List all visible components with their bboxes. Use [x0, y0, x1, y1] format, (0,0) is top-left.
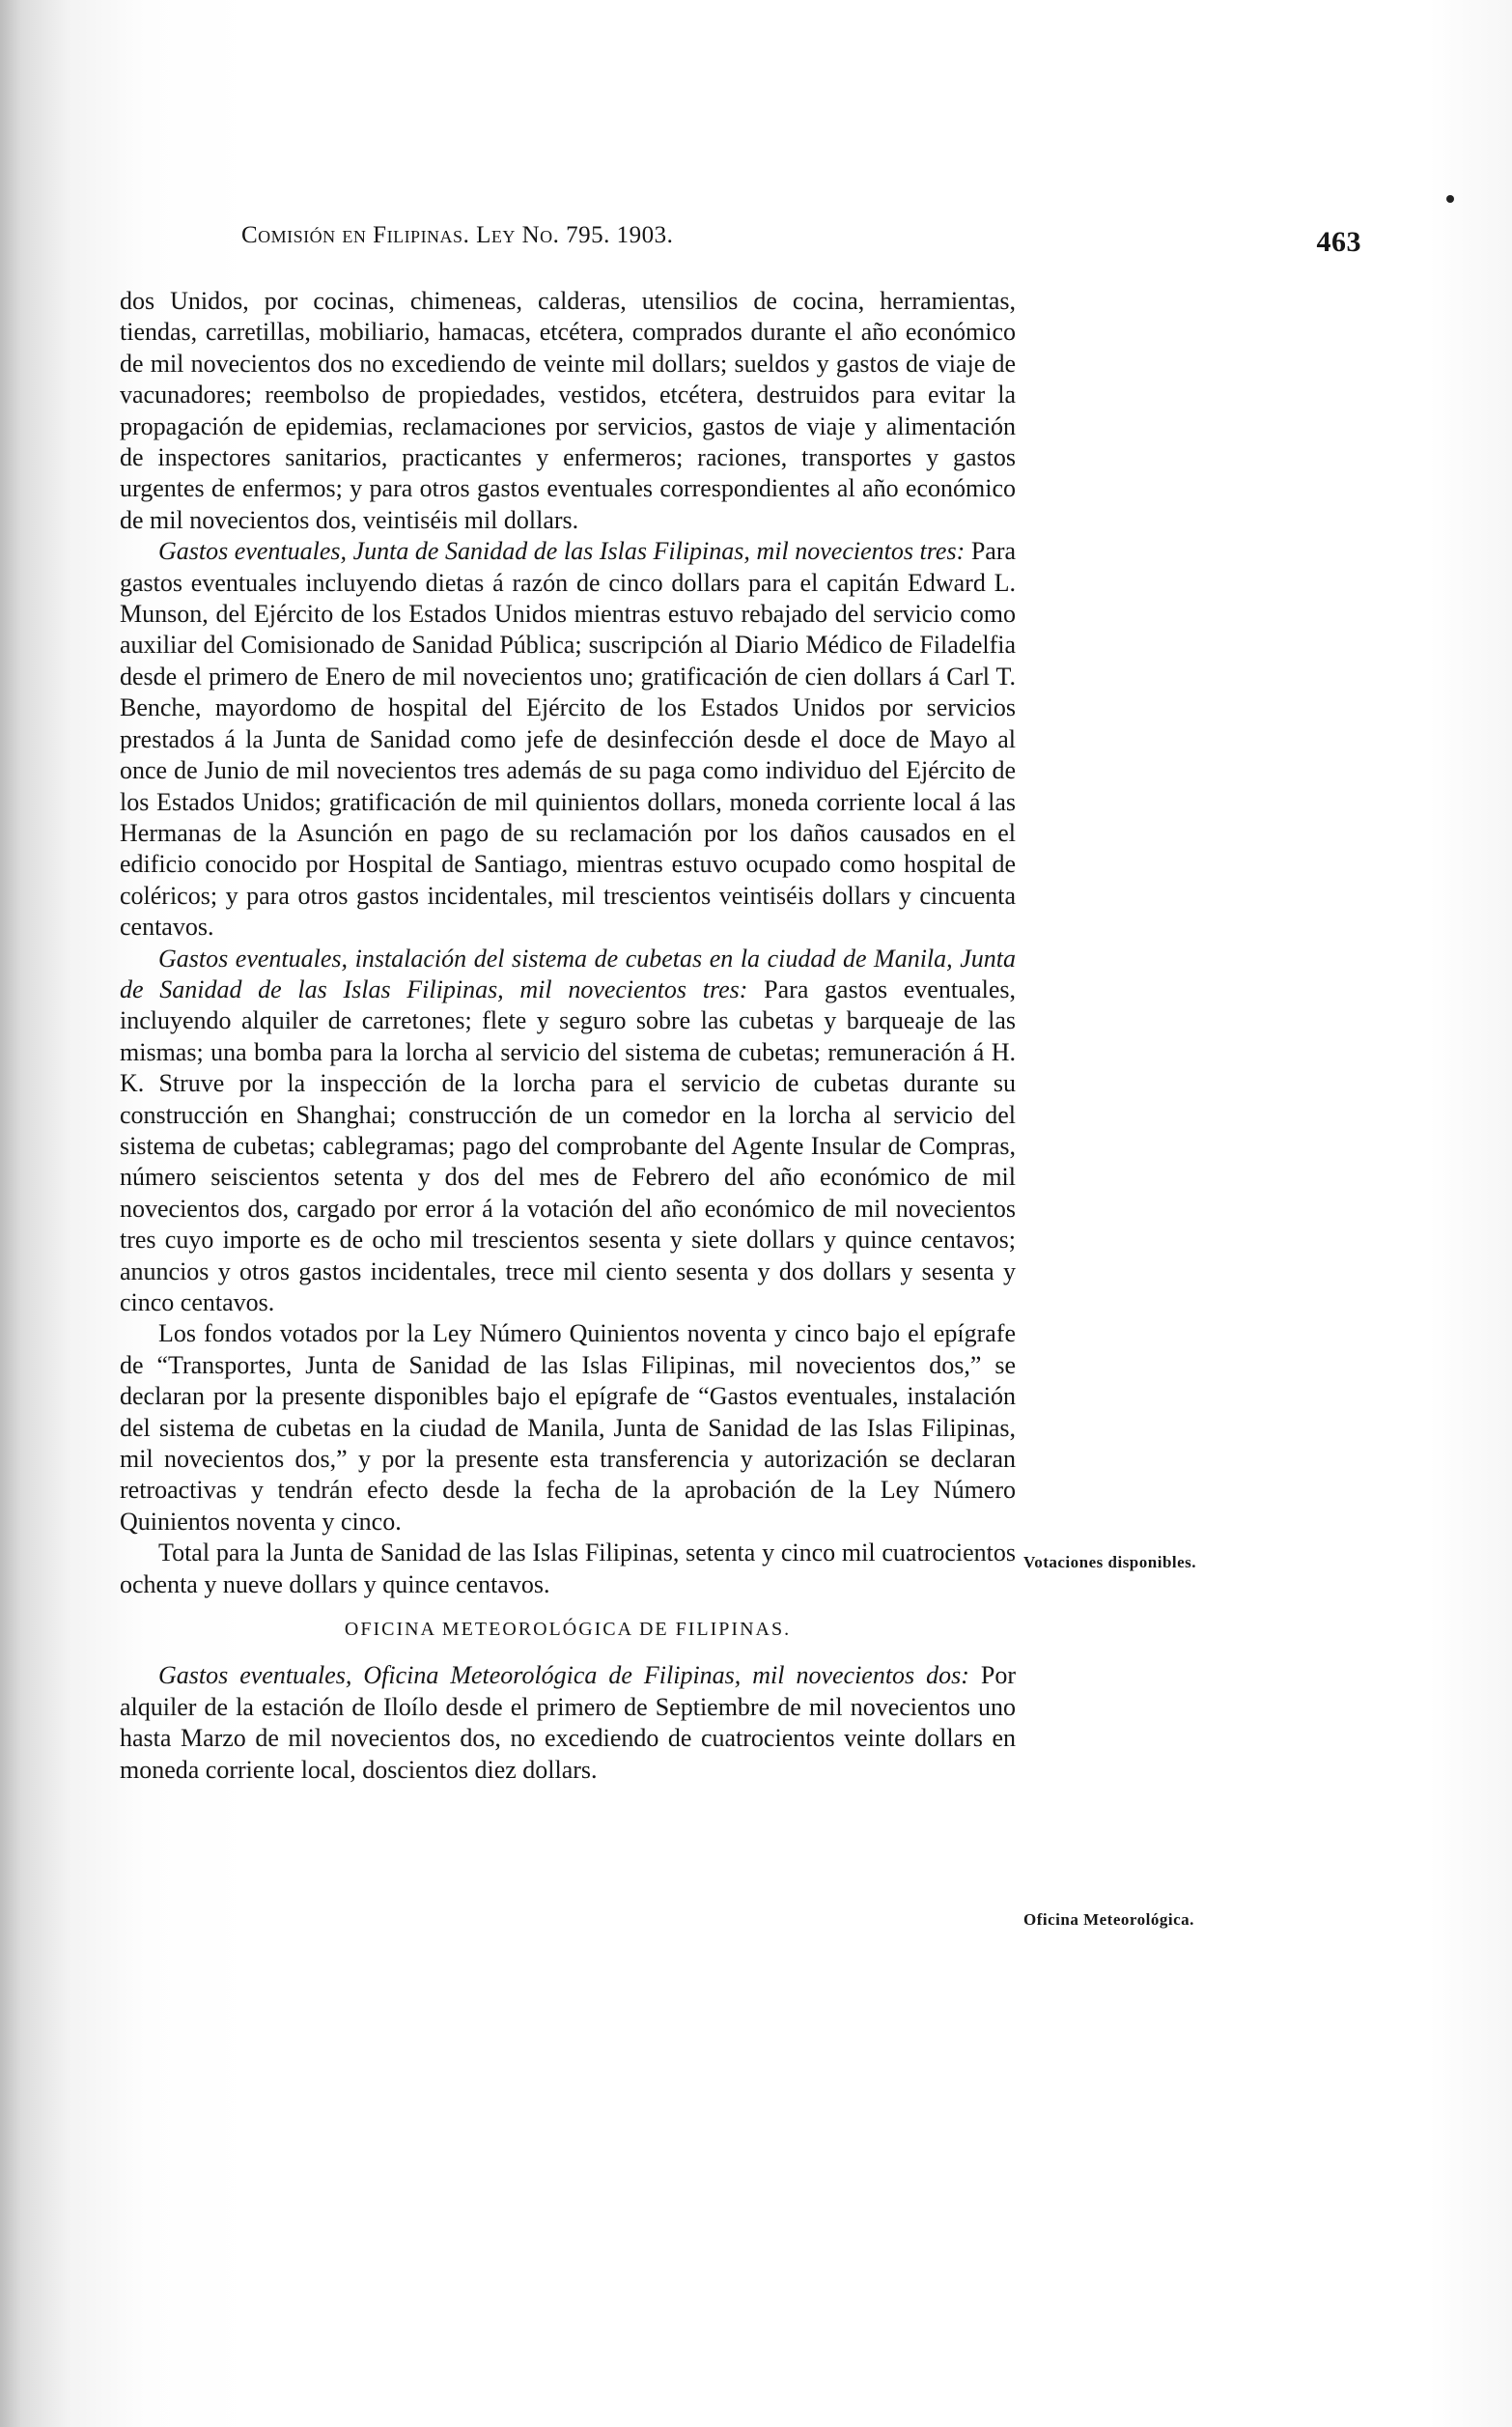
margin-note-oficina: Oficina Meteorológica. [1023, 1910, 1194, 1929]
margin-note-votaciones: Votaciones disponibles. [1023, 1553, 1197, 1571]
paragraph-3-text: Para gastos eventuales, incluyendo alquiler de carretones; flete y seguro sobre las cubetas y barqueaje de las mismas; una bomba para la lorcha al servicio del sistema de cubetas; remuneración á H. K. Struve por la inspección de la lorcha para el servicio de cubetas durante su construcción en Shanghai; construcción de un comedor en la lorcha al servicio del sistema de cubetas; cablegramas; pago del comprobante del Agente Insular de Compras, número seiscientos setenta y dos del mes de Febrero del año económico de mil novecientos dos, cargado por error á la votación del año económico de mil novecientos tres cuyo importe es de ocho mil trescientos sesenta y siete dollars y quince centavos; anuncios y otros gastos incidentales, trece mil ciento sesenta y dos dollars y sesenta y cinco centavos. [120, 974, 1016, 1316]
paragraph-4: Los fondos votados por la Ley Número Quinientos noventa y cinco bajo el epígrafe de “Transportes, Junta de Sanidad de las Islas Filipinas, mil novecientos dos,” se declaran por la presente disponibles bajo el epígrafe de “Gastos eventuales, instalación del sistema de cubetas en la ciudad de Manila, Junta de Sanidad de las Islas Filipinas, mil novecientos dos,” y por la presente esta transferencia y autorización se declaran retroactivas y tendrán efecto desde la fecha de la aprobación de la Ley Número Quinientos noventa y cinco. [120, 1319, 1016, 1536]
ink-speck [1446, 195, 1454, 203]
paragraph-1: dos Unidos, por cocinas, chimeneas, calderas, utensilios de cocina, herramientas, tiendas, carretillas, mobiliario, hamacas, etcétera, comprados durante el año económico de mil novecientos dos no excediendo de veinte mil dollars; sueldos y gastos de viaje de vacunadores; reembolso de propiedades, vestidos, etcétera, destruidos para evitar la propagación de epidemias, reclamaciones por servicios, gastos de viaje y alimentación de inspectores sanitarios, practicantes y enfermeros; raciones, transportes y gastos urgentes de enfermos; y para otros gastos eventuales correspondientes al año económico de mil novecientos dos, veintiséis mil dollars. [120, 287, 1016, 534]
paragraph-5: Total para la Junta de Sanidad de las Islas Filipinas, setenta y cinco mil cuatrocientos ochenta y nueve dollars y quince centavos. [120, 1538, 1016, 1598]
paragraph-2-text: Para gastos eventuales incluyendo dietas á razón de cinco dollars para el capitán Edward L. Munson, del Ejército de los Estados Unidos mientras estuvo rebajado del servicio como auxiliar del Comisionado de Sanidad Pública; suscripción al Diario Médico de Filadelfia desde el primero de Enero de mil novecientos uno; gratificación de cien dollars á Carl T. Benche, mayordomo de hospital del Ejército de los Estados Unidos por servicios prestados á la Junta de Sanidad como jefe de desinfección desde el doce de Mayo al once de Junio de mil novecientos tres además de su paga como individuo del Ejército de los Estados Unidos; gratificación de mil quinientos dollars, moneda corriente local á las Hermanas de la Asunción en pago de su reclamación por los daños causados en el edificio conocido por Hospital de Santiago, mientras estuvo ocupado como hospital de coléricos; y para otros gastos incidentales, mil trescientos veintiséis dollars y cincuenta centavos. [120, 537, 1017, 942]
running-title: Comisión en Filipinas. Ley No. 795. 1903. [241, 222, 674, 248]
paragraph-6-text: Por alquiler de la estación de Iloílo desde el primero de Septiembre de mil novecientos uno hasta Marzo de mil novecientos dos, no excediendo de cuatrocientos veinte dollars en moneda corriente local, doscientos diez dollars. [120, 1661, 1016, 1784]
body-text [120, 286, 1016, 1786]
page-header [241, 222, 1361, 261]
page-number: 463 [1316, 226, 1361, 258]
paragraph-3 [120, 944, 1016, 1319]
section-heading: OFICINA METEOROLÓGICA DE FILIPINAS. [344, 1619, 792, 1641]
paragraph-2 [120, 536, 1016, 943]
paragraph-6 [120, 1660, 1016, 1786]
paragraph-3-heading: Gastos eventuales, instalación del sistema de cubetas en la ciudad de Manila, Junta de Sanidad de las Islas Filipinas, mil novecientos tres: [120, 944, 1016, 1003]
paragraph-2-heading: Gastos eventuales, Junta de Sanidad de las Islas Filipinas, mil novecientos tres: [158, 537, 966, 566]
paragraph-6-heading: Gastos eventuales, Oficina Meteorológica de Filipinas, mil novecientos dos: [158, 1661, 969, 1690]
